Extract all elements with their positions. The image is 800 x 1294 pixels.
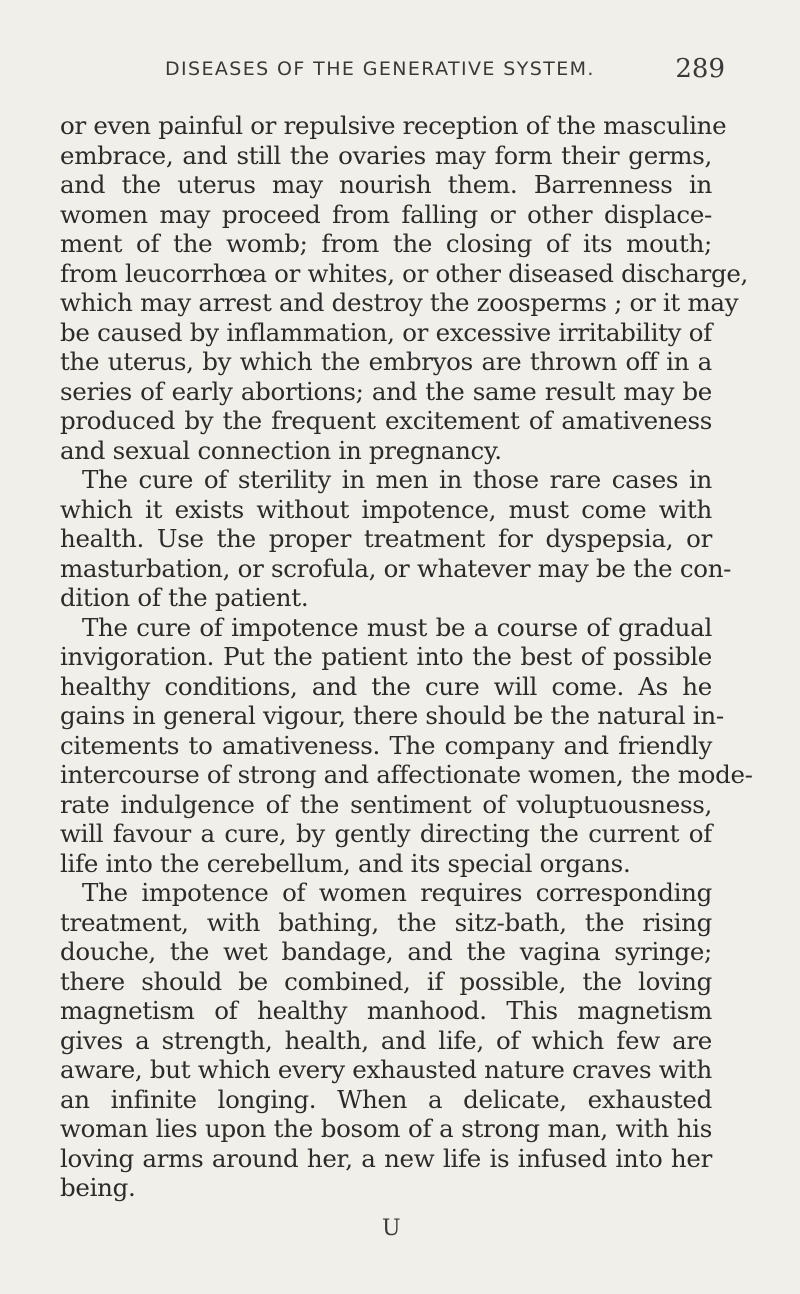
text-line: treatment, with bathing, the sitz-bath, the rising	[60, 907, 712, 937]
text-line: will favour a cure, by gently directing the current of	[60, 819, 712, 848]
text-line: woman lies upon the bosom of a strong man, with his	[60, 1114, 712, 1143]
signature-mark: U	[382, 1216, 401, 1241]
text-line: rate indulgence of the sentiment of voluptuousness,	[60, 789, 712, 819]
text-line: health. Use the proper treatment for dyspepsia, or	[60, 524, 712, 553]
text-line: series of early abortions; and the same result may be	[60, 376, 712, 406]
text-line: the uterus, by which the embryos are thrown off in a	[60, 347, 712, 376]
body-text	[60, 111, 753, 1203]
text-line: douche, the wet bandage, and the vagina syringe;	[60, 937, 712, 966]
paragraph-start-line: The impotence of women requires corresponding	[82, 878, 712, 907]
text-line: gains in general vigour, there should be the natural in-	[60, 701, 724, 730]
text-line: aware, but which every exhausted nature craves with	[60, 1055, 712, 1084]
text-line: embrace, and still the ovaries may form their germs,	[60, 140, 712, 170]
text-line: healthy conditions, and the cure will come. As he	[60, 671, 712, 701]
paragraph-start-line: The cure of impotence must be a course of gradual	[82, 612, 712, 642]
text-line: magnetism of healthy manhood. This magnetism	[60, 996, 712, 1025]
text-line: be caused by inflammation, or excessive irritability of	[60, 317, 712, 347]
paragraph-end-line: and sexual connection in pregnancy.	[60, 435, 502, 465]
text-line: masturbation, or scrofula, or whatever may be the con-	[60, 553, 732, 583]
text-line: invigoration. Put the patient into the best of possible	[60, 642, 712, 671]
paragraph-end-line: being.	[60, 1173, 136, 1202]
text-line: there should be combined, if possible, the loving	[60, 966, 712, 996]
paragraph-end-line: dition of the patient.	[60, 583, 309, 612]
running-head	[165, 54, 725, 88]
text-line: ment of the womb; from the closing of its mouth;	[60, 229, 712, 258]
text-line: produced by the frequent excitement of amativeness	[60, 406, 712, 435]
text-line: intercourse of strong and affectionate women, the mode-	[60, 760, 753, 789]
text-line: loving arms around her, a new life is infused into her	[60, 1143, 712, 1173]
running-head-title: DISEASES OF THE GENERATIVE SYSTEM.	[165, 58, 595, 80]
text-line: which may arrest and destroy the zoosperms ; or it may	[60, 288, 739, 317]
page-number: 289	[675, 54, 725, 84]
text-line: or even painful or repulsive reception of the masculine	[60, 111, 727, 140]
text-line: and the uterus may nourish them. Barrenness in	[60, 170, 712, 199]
text-line: from leucorrhœa or whites, or other diseased discharge,	[60, 258, 749, 288]
text-line: an infinite longing. When a delicate, exhausted	[60, 1084, 712, 1114]
paragraph-start-line: The cure of sterility in men in those rare cases in	[82, 465, 712, 494]
text-line: which it exists without impotence, must come with	[60, 494, 712, 524]
text-line: women may proceed from falling or other displace-	[60, 199, 712, 229]
paragraph-end-line: life into the cerebellum, and its special organs.	[60, 848, 631, 878]
text-line: gives a strength, health, and life, of which few are	[60, 1025, 712, 1055]
text-line: citements to amativeness. The company and friendly	[60, 730, 712, 760]
